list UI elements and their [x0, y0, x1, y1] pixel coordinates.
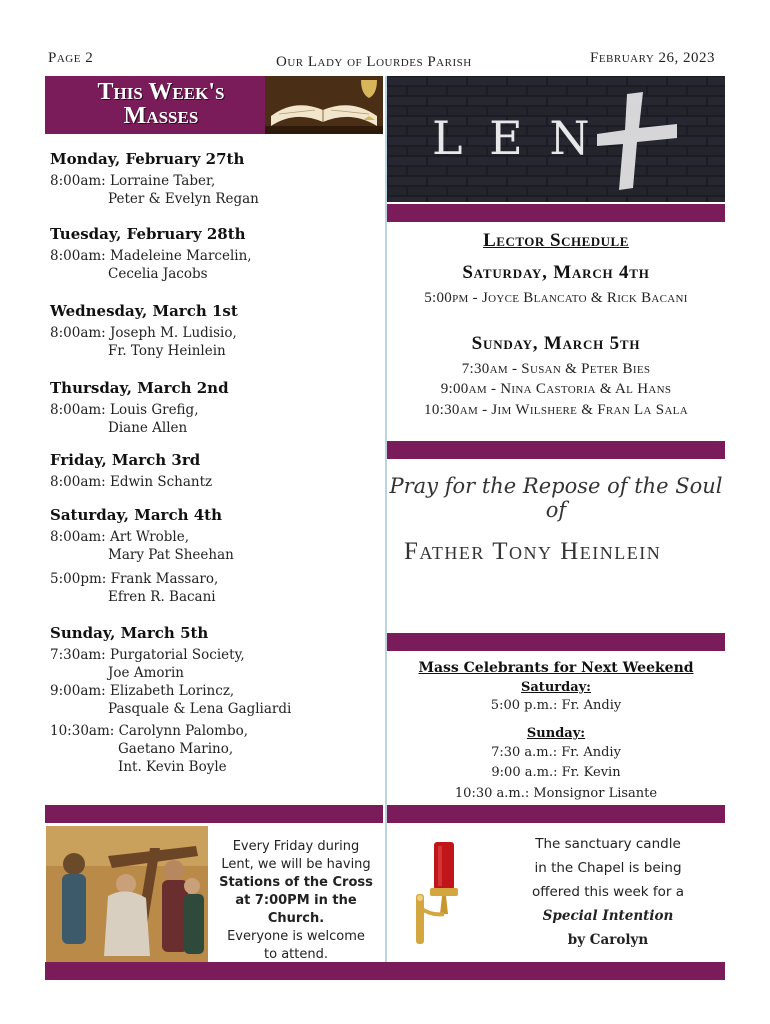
bottom-purple-band: [45, 962, 725, 980]
stations-line-emphasis: at 7:00PM in the Church.: [235, 893, 357, 926]
mass-entry-line: 8:00am: Lorraine Taber,: [50, 173, 216, 189]
mass-entry-line: Efren R. Bacani: [108, 589, 216, 605]
mass-day: Tuesday, February 28th: [50, 225, 246, 243]
mass-entry-line: 8:00am: Madeleine Marcelin,: [50, 248, 252, 264]
purple-divider: [387, 805, 725, 823]
celebrants-saturday-label: Saturday:: [521, 680, 591, 695]
mass-day: Saturday, March 4th: [50, 506, 222, 524]
stations-line: to attend.: [264, 947, 328, 962]
purple-divider: [45, 805, 383, 823]
masses-title-line2: Masses: [123, 103, 199, 129]
mass-entry: [50, 682, 380, 718]
lent-word: L E N: [432, 111, 596, 165]
mass-entry-line: Joe Amorin: [108, 665, 184, 681]
mass-entry: [50, 570, 380, 606]
mass-entry-line: Peter & Evelyn Regan: [108, 191, 259, 207]
candle-line: in the Chapel is being: [534, 860, 682, 876]
mass-entry-line: Fr. Tony Heinlein: [108, 343, 226, 359]
purple-divider: [387, 633, 725, 651]
celebrant-line: 7:30 a.m.: Fr. Andiy: [491, 745, 621, 760]
mass-entry: [50, 401, 380, 437]
candle-notice: [490, 832, 726, 952]
celebrants-title: Mass Celebrants for Next Weekend: [418, 660, 694, 676]
mass-entry-line: 9:00am: Elizabeth Lorincz,: [50, 683, 235, 699]
stations-of-cross-image: [46, 826, 208, 962]
celebrants-sunday-label: Sunday:: [526, 726, 586, 741]
celebrant-line: 5:00 p.m.: Fr. Andiy: [490, 698, 622, 713]
mass-entry-line: Int. Kevin Boyle: [118, 759, 227, 775]
lector-line: 5:00pm - Joyce Blancato & Rick Bacani: [424, 290, 688, 306]
candle-line: The sanctuary candle: [535, 836, 681, 852]
mass-entry-line: Gaetano Marino,: [118, 741, 234, 757]
mass-entry: [50, 324, 380, 360]
mass-entry-line: 8:00am: Art Wroble,: [50, 529, 190, 545]
mass-entry: [50, 172, 380, 208]
masses-title-line1: This Week's: [97, 79, 225, 105]
masses-title: [81, 80, 241, 128]
mass-entry: [50, 722, 380, 776]
lector-saturday-heading: Saturday, March 4th: [462, 262, 650, 283]
mass-entry-line: 8:00am: Edwin Schantz: [50, 474, 213, 490]
mass-entry: [50, 473, 380, 491]
mass-entry-line: Cecelia Jacobs: [108, 266, 208, 282]
mass-entry-line: 7:30am: Purgatorial Society,: [50, 647, 245, 663]
sanctuary-candle-image: [414, 838, 468, 948]
mass-entry-line: Pasquale & Lena Gagliardi: [108, 701, 292, 717]
stations-line-emphasis: Stations of the Cross: [219, 875, 373, 890]
purple-divider: [387, 204, 725, 222]
lector-schedule-title: Lector Schedule: [483, 230, 629, 251]
mass-entry-line: 8:00am: Louis Grefig,: [50, 402, 199, 418]
lector-sunday-heading: Sunday, March 5th: [471, 333, 641, 354]
purple-divider: [387, 441, 725, 459]
stations-line: Everyone is welcome: [227, 929, 365, 944]
deceased-name: Father Tony Heinlein: [404, 538, 662, 565]
mass-entry: [50, 247, 380, 283]
mass-entry-line: 5:00pm: Frank Massaro,: [50, 571, 219, 587]
lector-line: 9:00am - Nina Castoria & Al Hans: [440, 381, 672, 397]
mass-day: Thursday, March 2nd: [50, 379, 229, 397]
mass-entry-line: Diane Allen: [108, 420, 188, 436]
stations-line: Lent, we will be having: [221, 857, 371, 872]
masses-header: [45, 76, 383, 134]
stations-notice: [210, 838, 382, 964]
candle-donor: by Carolyn: [567, 932, 649, 948]
mass-day: Monday, February 27th: [50, 150, 245, 168]
bulletin-date: February 26, 2023: [590, 50, 716, 66]
celebrant-line: 10:30 a.m.: Monsignor Lisante: [454, 786, 658, 801]
mass-entry-line: Mary Pat Sheehan: [108, 547, 234, 563]
mass-day: Wednesday, March 1st: [50, 302, 238, 320]
candle-intention: Special Intention: [542, 908, 674, 924]
pray-repose-text: Pray for the Repose of the Soul of: [389, 474, 723, 522]
celebrant-line: 9:00 a.m.: Fr. Kevin: [491, 765, 621, 780]
bible-chalice-image: [265, 76, 383, 134]
mass-entry: [50, 646, 380, 682]
lector-line: 10:30am - Jim Wilshere & Fran La Sala: [424, 402, 688, 418]
lector-line: 7:30am - Susan & Peter Bies: [461, 361, 651, 377]
stations-line: Every Friday during: [232, 839, 360, 854]
candle-line: offered this week for a: [531, 884, 685, 900]
page-number: Page 2: [48, 50, 94, 66]
mass-entry-line: 8:00am: Joseph M. Ludisio,: [50, 325, 237, 341]
masses-list: [50, 150, 380, 776]
parish-name: Our Lady of Lourdes Parish: [276, 54, 472, 70]
mass-day: Sunday, March 5th: [50, 624, 209, 642]
mass-entry: [50, 528, 380, 564]
mass-entry-line: 10:30am: Carolynn Palombo,: [50, 723, 249, 739]
mass-day: Friday, March 3rd: [50, 451, 201, 469]
lent-banner-image: [387, 76, 725, 202]
